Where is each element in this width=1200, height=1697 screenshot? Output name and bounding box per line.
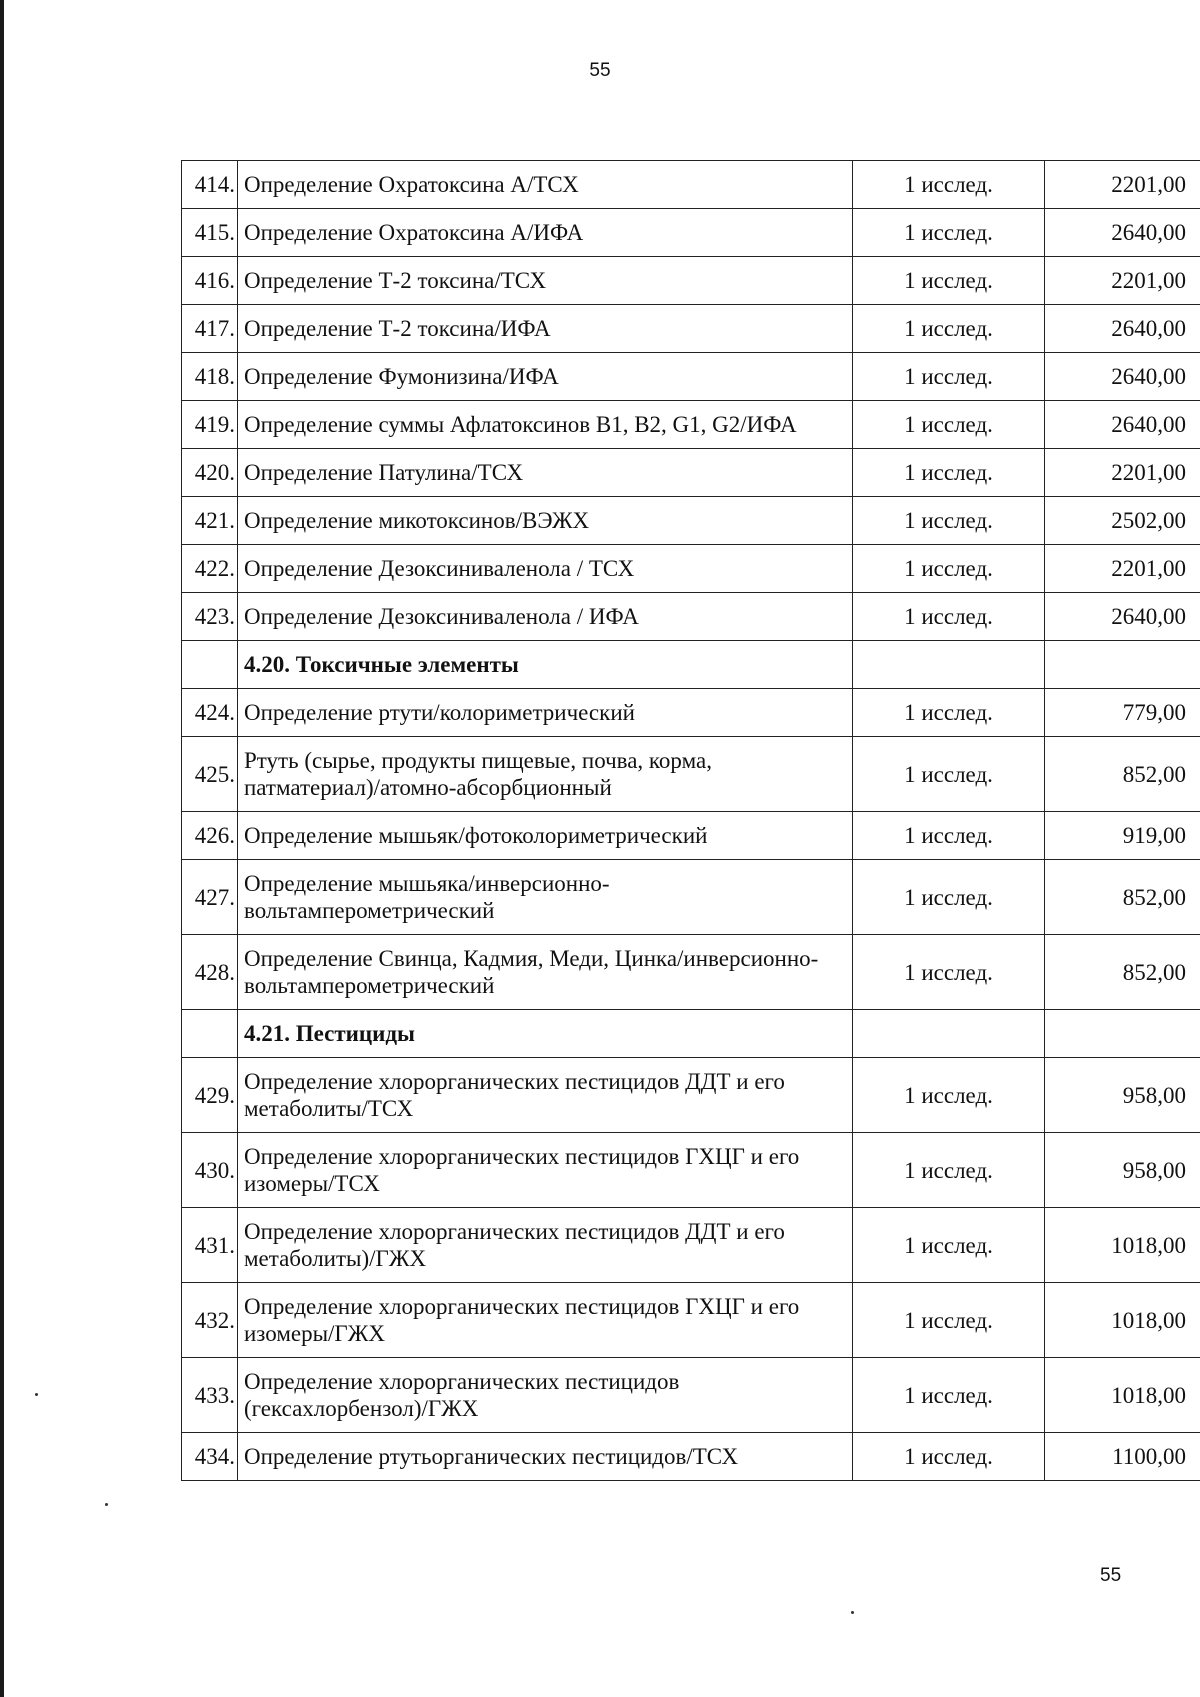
- cell-number: [182, 641, 238, 689]
- scan-speck: [105, 1503, 108, 1506]
- cell-unit: 1 исслед.: [853, 1133, 1045, 1208]
- price-table-body: [182, 161, 1200, 1481]
- cell-number: 426.: [182, 812, 238, 860]
- cell-number: 427.: [182, 860, 238, 935]
- section-row: [182, 641, 1200, 689]
- table-row: [182, 209, 1200, 257]
- cell-unit: 1 исслед.: [853, 545, 1045, 593]
- cell-unit: 1 исслед.: [853, 593, 1045, 641]
- cell-service-name: Определение суммы Афлатоксинов В1, В2, G1, G2/ИФА: [238, 401, 853, 449]
- cell-unit: [853, 1010, 1045, 1058]
- cell-number: 432.: [182, 1283, 238, 1358]
- section-title: 4.20. Токсичные элементы: [238, 641, 853, 689]
- cell-price: 2502,00: [1045, 497, 1200, 545]
- cell-price: 852,00: [1045, 860, 1200, 935]
- cell-number: 424.: [182, 689, 238, 737]
- cell-price: 2201,00: [1045, 449, 1200, 497]
- cell-service-name: Определение мышьяк/фотоколориметрический: [238, 812, 853, 860]
- cell-number: 421.: [182, 497, 238, 545]
- cell-unit: 1 исслед.: [853, 257, 1045, 305]
- cell-service-name: Определение хлорорганических пестицидов ДДТ и его метаболиты/ТСХ: [238, 1058, 853, 1133]
- cell-price: 1018,00: [1045, 1358, 1200, 1433]
- cell-unit: 1 исслед.: [853, 689, 1045, 737]
- cell-unit: 1 исслед.: [853, 860, 1045, 935]
- cell-price: 852,00: [1045, 935, 1200, 1010]
- cell-number: 420.: [182, 449, 238, 497]
- cell-number: [182, 1010, 238, 1058]
- cell-price: 919,00: [1045, 812, 1200, 860]
- cell-unit: 1 исслед.: [853, 353, 1045, 401]
- cell-number: 425.: [182, 737, 238, 812]
- cell-price: 958,00: [1045, 1058, 1200, 1133]
- cell-number: 433.: [182, 1358, 238, 1433]
- cell-service-name: Определение Свинца, Кадмия, Меди, Цинка/инверсионно-вольтамперометрический: [238, 935, 853, 1010]
- cell-number: 422.: [182, 545, 238, 593]
- table-row: [182, 497, 1200, 545]
- cell-price: [1045, 1010, 1200, 1058]
- cell-service-name: Определение ртути/колориметрический: [238, 689, 853, 737]
- cell-unit: 1 исслед.: [853, 161, 1045, 209]
- cell-service-name: Определение Патулина/ТСХ: [238, 449, 853, 497]
- cell-price: 958,00: [1045, 1133, 1200, 1208]
- cell-service-name: Определение мышьяка/инверсионно-вольтамперометрический: [238, 860, 853, 935]
- table-row: [182, 353, 1200, 401]
- cell-service-name: Определение хлорорганических пестицидов ГХЦГ и его изомеры/ГЖХ: [238, 1283, 853, 1358]
- table-row: [182, 1433, 1200, 1481]
- cell-number: 415.: [182, 209, 238, 257]
- cell-number: 416.: [182, 257, 238, 305]
- table-row: [182, 1133, 1200, 1208]
- page-number-bottom: 55: [1100, 1565, 1122, 1586]
- cell-service-name: Определение Фумонизина/ИФА: [238, 353, 853, 401]
- table-row: [182, 305, 1200, 353]
- table-row: [182, 401, 1200, 449]
- cell-price: 2640,00: [1045, 305, 1200, 353]
- cell-unit: 1 исслед.: [853, 1208, 1045, 1283]
- cell-unit: 1 исслед.: [853, 1433, 1045, 1481]
- table-row: [182, 1283, 1200, 1358]
- table-row: [182, 593, 1200, 641]
- cell-unit: 1 исслед.: [853, 812, 1045, 860]
- cell-service-name: Ртуть (сырье, продукты пищевые, почва, корма, патматериал)/атомно-абсорбционный: [238, 737, 853, 812]
- cell-service-name: Определение ртутьорганических пестицидов/ТСХ: [238, 1433, 853, 1481]
- cell-number: 430.: [182, 1133, 238, 1208]
- cell-service-name: Определение Дезоксиниваленола / ИФА: [238, 593, 853, 641]
- price-table: [181, 160, 1200, 1481]
- table-row: [182, 449, 1200, 497]
- scan-speck: [35, 1393, 38, 1396]
- cell-number: 429.: [182, 1058, 238, 1133]
- cell-unit: 1 исслед.: [853, 737, 1045, 812]
- table-row: [182, 860, 1200, 935]
- cell-service-name: Определение хлорорганических пестицидов (гексахлорбензол)/ГЖХ: [238, 1358, 853, 1433]
- cell-price: 1018,00: [1045, 1208, 1200, 1283]
- cell-unit: 1 исслед.: [853, 1283, 1045, 1358]
- scan-speck: [851, 1611, 854, 1614]
- table-row: [182, 812, 1200, 860]
- cell-unit: [853, 641, 1045, 689]
- cell-price: 2201,00: [1045, 161, 1200, 209]
- cell-number: 419.: [182, 401, 238, 449]
- cell-price: 852,00: [1045, 737, 1200, 812]
- cell-unit: 1 исслед.: [853, 1058, 1045, 1133]
- cell-price: 1100,00: [1045, 1433, 1200, 1481]
- cell-service-name: Определение Дезоксиниваленола / ТСХ: [238, 545, 853, 593]
- page-number-top: 55: [589, 60, 611, 81]
- cell-unit: 1 исслед.: [853, 305, 1045, 353]
- table-row: [182, 1058, 1200, 1133]
- cell-service-name: Определение хлорорганических пестицидов ГХЦГ и его изомеры/ТСХ: [238, 1133, 853, 1208]
- table-row: [182, 689, 1200, 737]
- cell-unit: 1 исслед.: [853, 1358, 1045, 1433]
- cell-price: 2201,00: [1045, 257, 1200, 305]
- cell-service-name: Определение Охратоксина А/ИФА: [238, 209, 853, 257]
- table-row: [182, 161, 1200, 209]
- cell-number: 434.: [182, 1433, 238, 1481]
- cell-number: 414.: [182, 161, 238, 209]
- cell-number: 431.: [182, 1208, 238, 1283]
- cell-unit: 1 исслед.: [853, 497, 1045, 545]
- cell-service-name: Определение Т-2 токсина/ТСХ: [238, 257, 853, 305]
- table-row: [182, 257, 1200, 305]
- table-row: [182, 935, 1200, 1010]
- table-row: [182, 1208, 1200, 1283]
- table-row: [182, 737, 1200, 812]
- cell-price: 2201,00: [1045, 545, 1200, 593]
- cell-price: [1045, 641, 1200, 689]
- cell-number: 423.: [182, 593, 238, 641]
- cell-service-name: Определение Охратоксина А/ТСХ: [238, 161, 853, 209]
- section-row: [182, 1010, 1200, 1058]
- scan-edge: [0, 0, 4, 1697]
- cell-price: 2640,00: [1045, 593, 1200, 641]
- cell-number: 428.: [182, 935, 238, 1010]
- cell-price: 2640,00: [1045, 209, 1200, 257]
- cell-price: 1018,00: [1045, 1283, 1200, 1358]
- table-row: [182, 545, 1200, 593]
- cell-price: 779,00: [1045, 689, 1200, 737]
- cell-number: 417.: [182, 305, 238, 353]
- cell-number: 418.: [182, 353, 238, 401]
- cell-service-name: Определение Т-2 токсина/ИФА: [238, 305, 853, 353]
- cell-unit: 1 исслед.: [853, 401, 1045, 449]
- cell-unit: 1 исслед.: [853, 449, 1045, 497]
- cell-unit: 1 исслед.: [853, 209, 1045, 257]
- cell-price: 2640,00: [1045, 353, 1200, 401]
- section-title: 4.21. Пестициды: [238, 1010, 853, 1058]
- table-row: [182, 1358, 1200, 1433]
- cell-price: 2640,00: [1045, 401, 1200, 449]
- cell-unit: 1 исслед.: [853, 935, 1045, 1010]
- cell-service-name: Определение хлорорганических пестицидов ДДТ и его метаболиты)/ГЖХ: [238, 1208, 853, 1283]
- cell-service-name: Определение микотоксинов/ВЭЖХ: [238, 497, 853, 545]
